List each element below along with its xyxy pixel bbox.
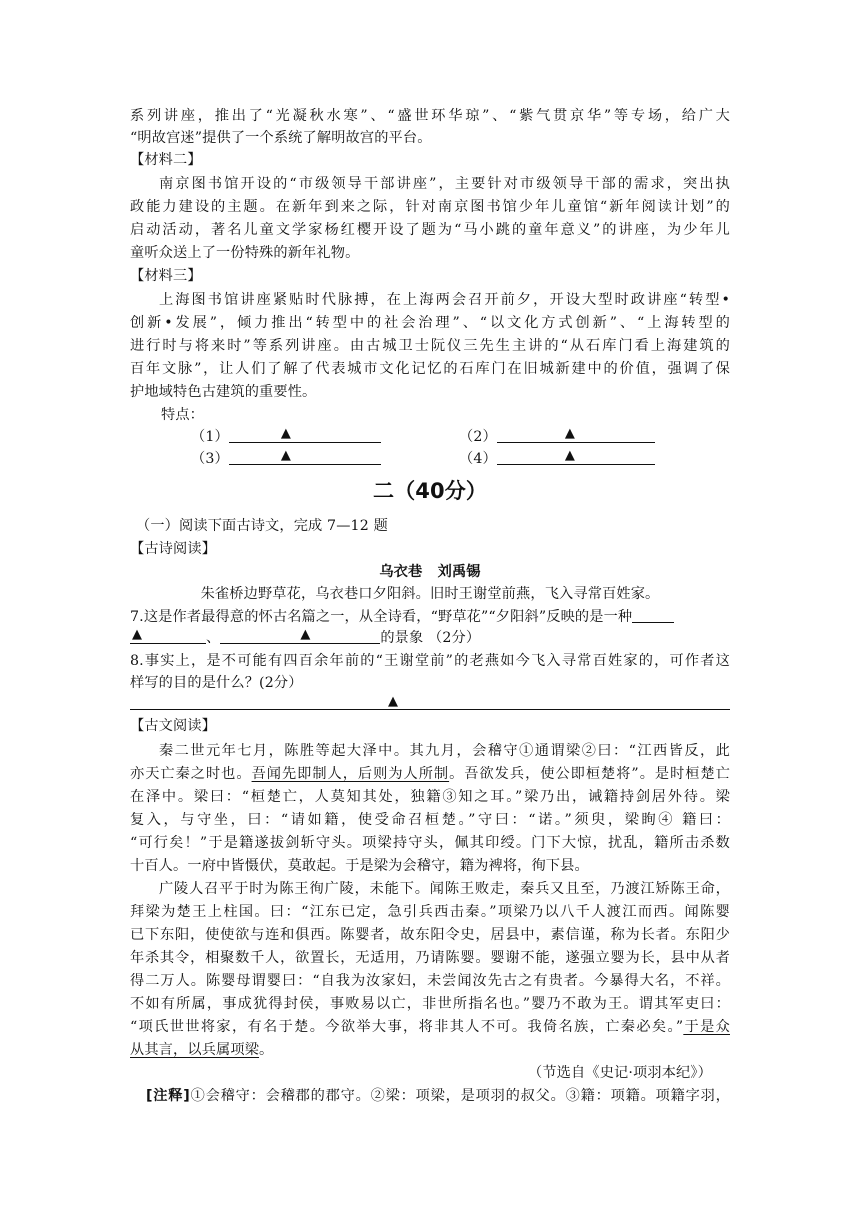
material-two-line: 童听众送上了一份特殊的新年礼物。 xyxy=(130,245,360,261)
material-three-line: 护地域特色古建筑的重要性。 xyxy=(130,384,317,400)
question-8: 8.事实上，是不可能有四百余年前的“王谢堂前”的老燕如今飞入寻常百姓家的，可作者这 xyxy=(130,653,730,669)
prose-line: 得二万人。陈婴母谓婴曰：“自我为汝家妇，未尝闻汝先古之有贵者。今暴得大名，不祥。 xyxy=(130,973,730,989)
material-two-line: 政能力建设的主题。在新年到来之际，针对南京图书馆少年儿童馆“新年阅读计划”的 xyxy=(130,199,730,215)
feature-number: （1） xyxy=(191,429,229,445)
material-three-line: 百年文脉”，让人们了解了代表城市文化记忆的石库门在旧城新建中的价值，强调了保 xyxy=(130,361,730,377)
material-three-line: 上海图书馆讲座紧贴时代脉搏，在上海两会召开前夕，开设大型时政讲座“转型• xyxy=(159,292,730,308)
source-citation: （节选自《史记·项羽本纪》） xyxy=(528,1065,712,1081)
section-intro: （一）阅读下面古诗文，完成 7—12 题 xyxy=(136,518,388,534)
prose-line: 广陵人召平于时为陈王徇广陵，未能下。闻陈王败走，秦兵又且至，乃渡江矫陈王命， xyxy=(159,881,730,897)
material-three-line: 创新•发展”，倾力推出“转型中的社会治理”、“以文化方式创新”、“上海转型的 xyxy=(130,315,730,331)
answer-marker-icon: ▲ xyxy=(280,426,292,441)
notes-label: [注释] xyxy=(146,1088,190,1104)
feature-number: （3） xyxy=(191,451,229,467)
material-one-line: “明故宫迷”提供了一个系统了解明故宫的平台。 xyxy=(130,130,432,146)
features-label: 特点： xyxy=(161,407,205,423)
prose-line: 在泽中。梁曰：“桓楚亡，人莫知其处，独籍③知之耳。”梁乃出，诫籍持剑居外待。梁 xyxy=(130,789,730,805)
feature-blank-3[interactable] xyxy=(191,448,381,469)
answer-blank[interactable] xyxy=(632,606,674,623)
prose-line: 已下东阳，使使欲与连和俱西。陈婴者，故东阳令史，居县中，素信谨，称为长者。东阳少 xyxy=(130,927,730,943)
answer-marker-icon: ▲ xyxy=(564,448,576,463)
prose-line: 秦二世元年七月，陈胜等起大泽中。其九月，会稽守①通谓梁②曰：“江西皆反，此 xyxy=(159,743,730,759)
underlined-sentence: 吾闻先即制人，后则为人所制 xyxy=(251,766,450,782)
answer-marker-icon: ▲ xyxy=(564,426,576,441)
answer-line[interactable] xyxy=(130,709,730,710)
question-7 xyxy=(130,606,674,627)
notes xyxy=(146,1086,730,1106)
feature-number: （4） xyxy=(459,451,497,467)
feature-blank-4[interactable] xyxy=(459,448,655,469)
answer-marker-icon: ▲ xyxy=(132,627,143,642)
material-one-line: 系列讲座，推出了“光凝秋水寒”、“盛世环华琼”、“紫气贯京华”等专场，给广大 xyxy=(130,108,730,124)
separator: 、 xyxy=(206,630,221,646)
feature-number: （2） xyxy=(459,429,497,445)
answer-marker-icon: ▲ xyxy=(388,694,399,709)
prose-line: 复入，与守坐，曰：“请如籍，使受命召桓楚。”守曰：“诺。”须臾，梁眴④ 籍曰： xyxy=(130,812,730,828)
prose-text: 。 xyxy=(259,1042,274,1058)
prose-text: “项氏世世将家，有名于楚。今欲举大事，将非其人不可。我倚名族，亡秦必矣。” xyxy=(130,1019,684,1035)
material-two-line: 启动活动，著名儿童文学家杨红樱开设了题为“马小跳的童年意义”的讲座，为少年儿 xyxy=(130,222,730,238)
prose-line: 年杀其令，相聚数千人，欲置长，无适用，乃请陈婴。婴谢不能，遂强立婴为长，县中从者 xyxy=(130,950,730,966)
answer-blank[interactable] xyxy=(220,627,380,644)
answer-marker-icon: ▲ xyxy=(280,448,292,463)
prose-line: 拜梁为楚王上柱国。曰：“江东已定，急引兵西击秦。”项梁乃以八千人渡江而西。闻陈婴 xyxy=(130,904,730,920)
notes-text: ①会稽守：会稽郡的郡守。②梁：项梁，是项羽的叔父。③籍：项籍。项籍字羽， xyxy=(189,1088,730,1104)
prose-line xyxy=(130,1017,730,1037)
material-three-label: 【材料三】 xyxy=(130,268,202,284)
prose-line: “可行矣！”于是籍遂拔剑斩守头。项梁持守头，佩其印绶。门下大惊，扰乱，籍所击杀数 xyxy=(130,835,730,851)
prose-line xyxy=(130,1040,730,1060)
question-8-continued: 样写的目的是什么？(2分） xyxy=(130,675,303,691)
underlined-sentence: 从其言，以兵属项梁 xyxy=(130,1042,260,1058)
material-two-line: 南京图书馆开设的“市级领导干部讲座”，主要针对市级领导干部的需求，突出执 xyxy=(159,176,730,192)
poem-title: 乌衣巷 刘禹锡 xyxy=(379,564,481,580)
prose-line: 十百人。一府中皆慑伏，莫敢起。于是梁为会稽守，籍为裨将，徇下县。 xyxy=(130,858,589,874)
answer-blank[interactable] xyxy=(130,627,206,644)
section-title: 二（40分） xyxy=(372,479,488,503)
feature-blank-1[interactable] xyxy=(191,426,381,447)
answer-marker-icon: ▲ xyxy=(300,627,311,642)
feature-blank-2[interactable] xyxy=(459,426,655,447)
prose-text: 。吾欲发兵，使公即桓楚将”。是时桓楚亡 xyxy=(449,766,730,782)
prose-line: 不如有所属，事成犹得封侯，事败易以亡，非世所指名也。”婴乃不敢为王。谓其军吏曰： xyxy=(130,996,730,1012)
underlined-sentence: 于是众 xyxy=(683,1019,730,1035)
question-7-tail: 的景象 （2分） xyxy=(380,630,481,646)
prose-line xyxy=(130,764,730,784)
poem-section-label: 【古诗阅读】 xyxy=(130,541,217,557)
material-three-line: 进行时与将来时”等系列讲座。由古城卫士阮仪三先生主讲的“从石库门看上海建筑的 xyxy=(130,338,730,354)
prose-section-label: 【古文阅读】 xyxy=(130,718,217,734)
prose-text: 亦天亡秦之时也。 xyxy=(130,766,252,782)
poem-body: 朱雀桥边野草花，乌衣巷口夕阳斜。旧时王谢堂前燕，飞入寻常百姓家。 xyxy=(200,586,660,602)
material-two-label: 【材料二】 xyxy=(130,152,202,168)
question-7-text: 7.这是作者最得意的怀古名篇之一，从全诗看，“野草花”“夕阳斜”反映的是一种 xyxy=(130,609,633,625)
question-7-continued xyxy=(130,627,480,648)
